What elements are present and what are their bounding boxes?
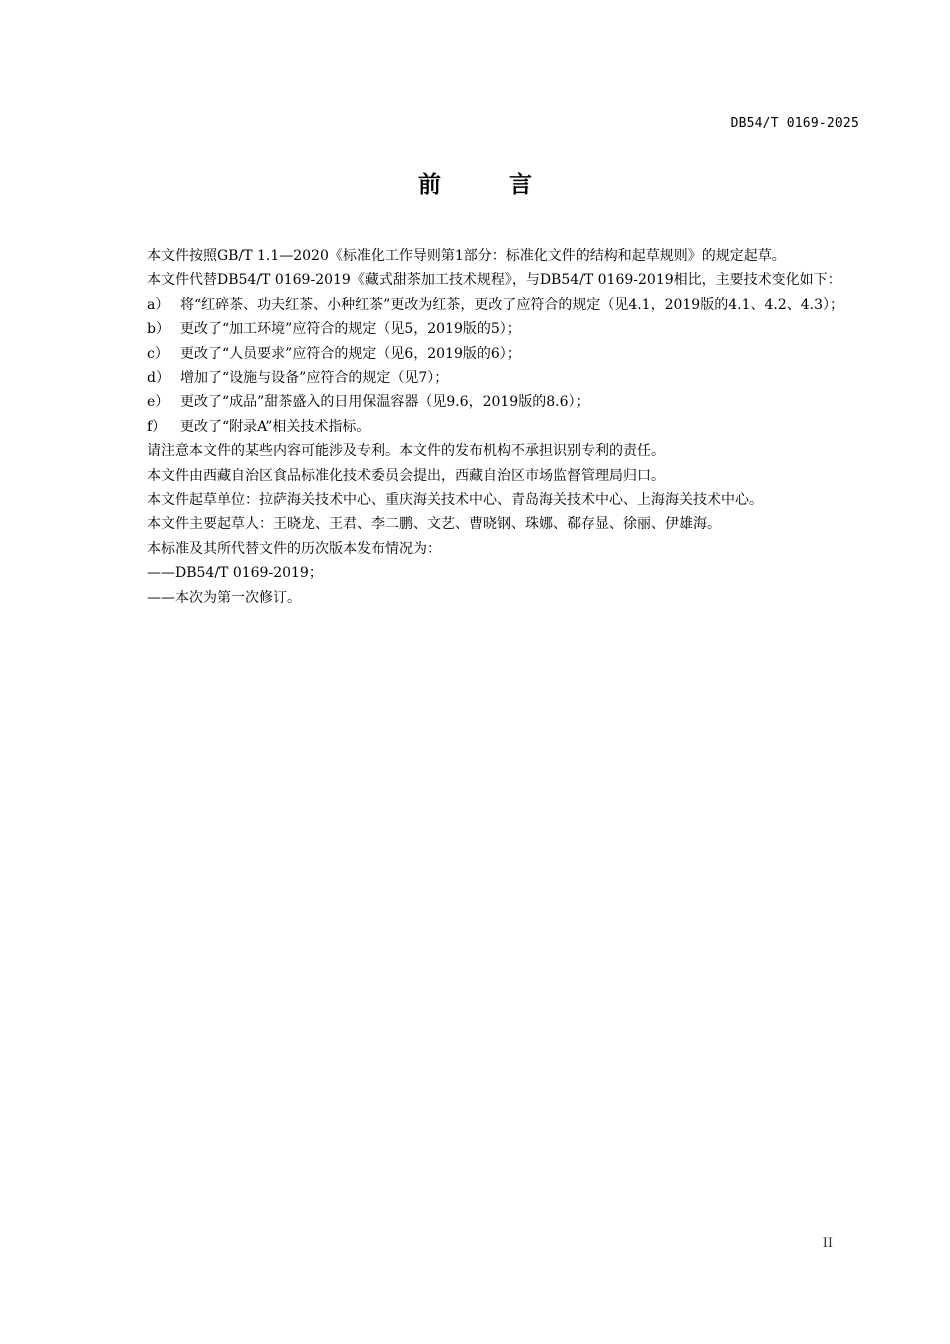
list-item-text: 更改了“加工环境”应符合的规定（见5，2019版的5）； — [180, 321, 521, 338]
list-item-text: 更改了“人员要求”应符合的规定（见6，2019版的6）； — [180, 345, 521, 362]
list-marker: e） — [147, 394, 170, 411]
list-item-text: 增加了“设施与设备”应符合的规定（见7）； — [180, 370, 449, 387]
paragraph-history-intro: 本标准及其所代替文件的历次版本发布情况为： — [147, 540, 441, 557]
paragraph-standard-basis: 本文件按照GB/T 1.1—2020《标准化工作导则第1部分：标准化文件的结构和起草规则》的规定起草。 — [147, 248, 786, 264]
list-marker: b） — [147, 321, 170, 338]
paragraph-replacement: 本文件代替DB54/T 0169-2019《藏式甜茶加工技术规程》，与DB54/T 0169-2019相比，主要技术变化如下： — [147, 272, 842, 289]
history-item: ——本次为第一次修订。 — [147, 589, 301, 606]
page-title: 前 言 — [417, 172, 532, 198]
document-code: DB54/T 0169-2025 — [730, 116, 859, 131]
list-item-text: 更改了“成品”甜茶盛入的日用保温容器（见9.6，2019版的8.6）； — [180, 394, 590, 411]
list-item-text: 更改了“附录A”相关技术指标。 — [180, 418, 371, 435]
history-item: ——DB54/T 0169-2019； — [147, 565, 323, 582]
list-item-text: 将“红碎茶、功夫红茶、小种红茶”更改为红茶，更改了应符合的规定（见4.1，2019版的4.1、4.2、4.3）； — [180, 296, 844, 313]
list-marker: a） — [147, 296, 170, 313]
list-marker: d） — [147, 370, 170, 387]
page-number: II — [822, 1236, 833, 1251]
list-item — [114, 366, 862, 390]
paragraph-drafting-units: 本文件起草单位：拉萨海关技术中心、重庆海关技术中心、青岛海关技术中心、上海海关技术中心。 — [147, 492, 763, 509]
paragraph-proposer: 本文件由西藏自治区食品标准化技术委员会提出，西藏自治区市场监督管理局归口。 — [147, 467, 665, 484]
list-item — [114, 390, 862, 414]
list-marker: c） — [147, 345, 169, 362]
list-item — [114, 342, 862, 366]
list-marker: f） — [147, 418, 167, 435]
list-item — [114, 293, 862, 317]
changes-list — [114, 293, 862, 439]
paragraph-patent-notice: 请注意本文件的某些内容可能涉及专利。本文件的发布机构不承担识别专利的责任。 — [147, 443, 665, 460]
foreword-body — [114, 244, 862, 610]
paragraph-drafters: 本文件主要起草人：王晓龙、王君、李二鹏、文艺、曹晓钢、珠娜、郗存显、徐丽、伊雄海。 — [147, 516, 721, 533]
list-item — [114, 415, 862, 439]
list-item — [114, 317, 862, 341]
history-list — [114, 561, 862, 610]
